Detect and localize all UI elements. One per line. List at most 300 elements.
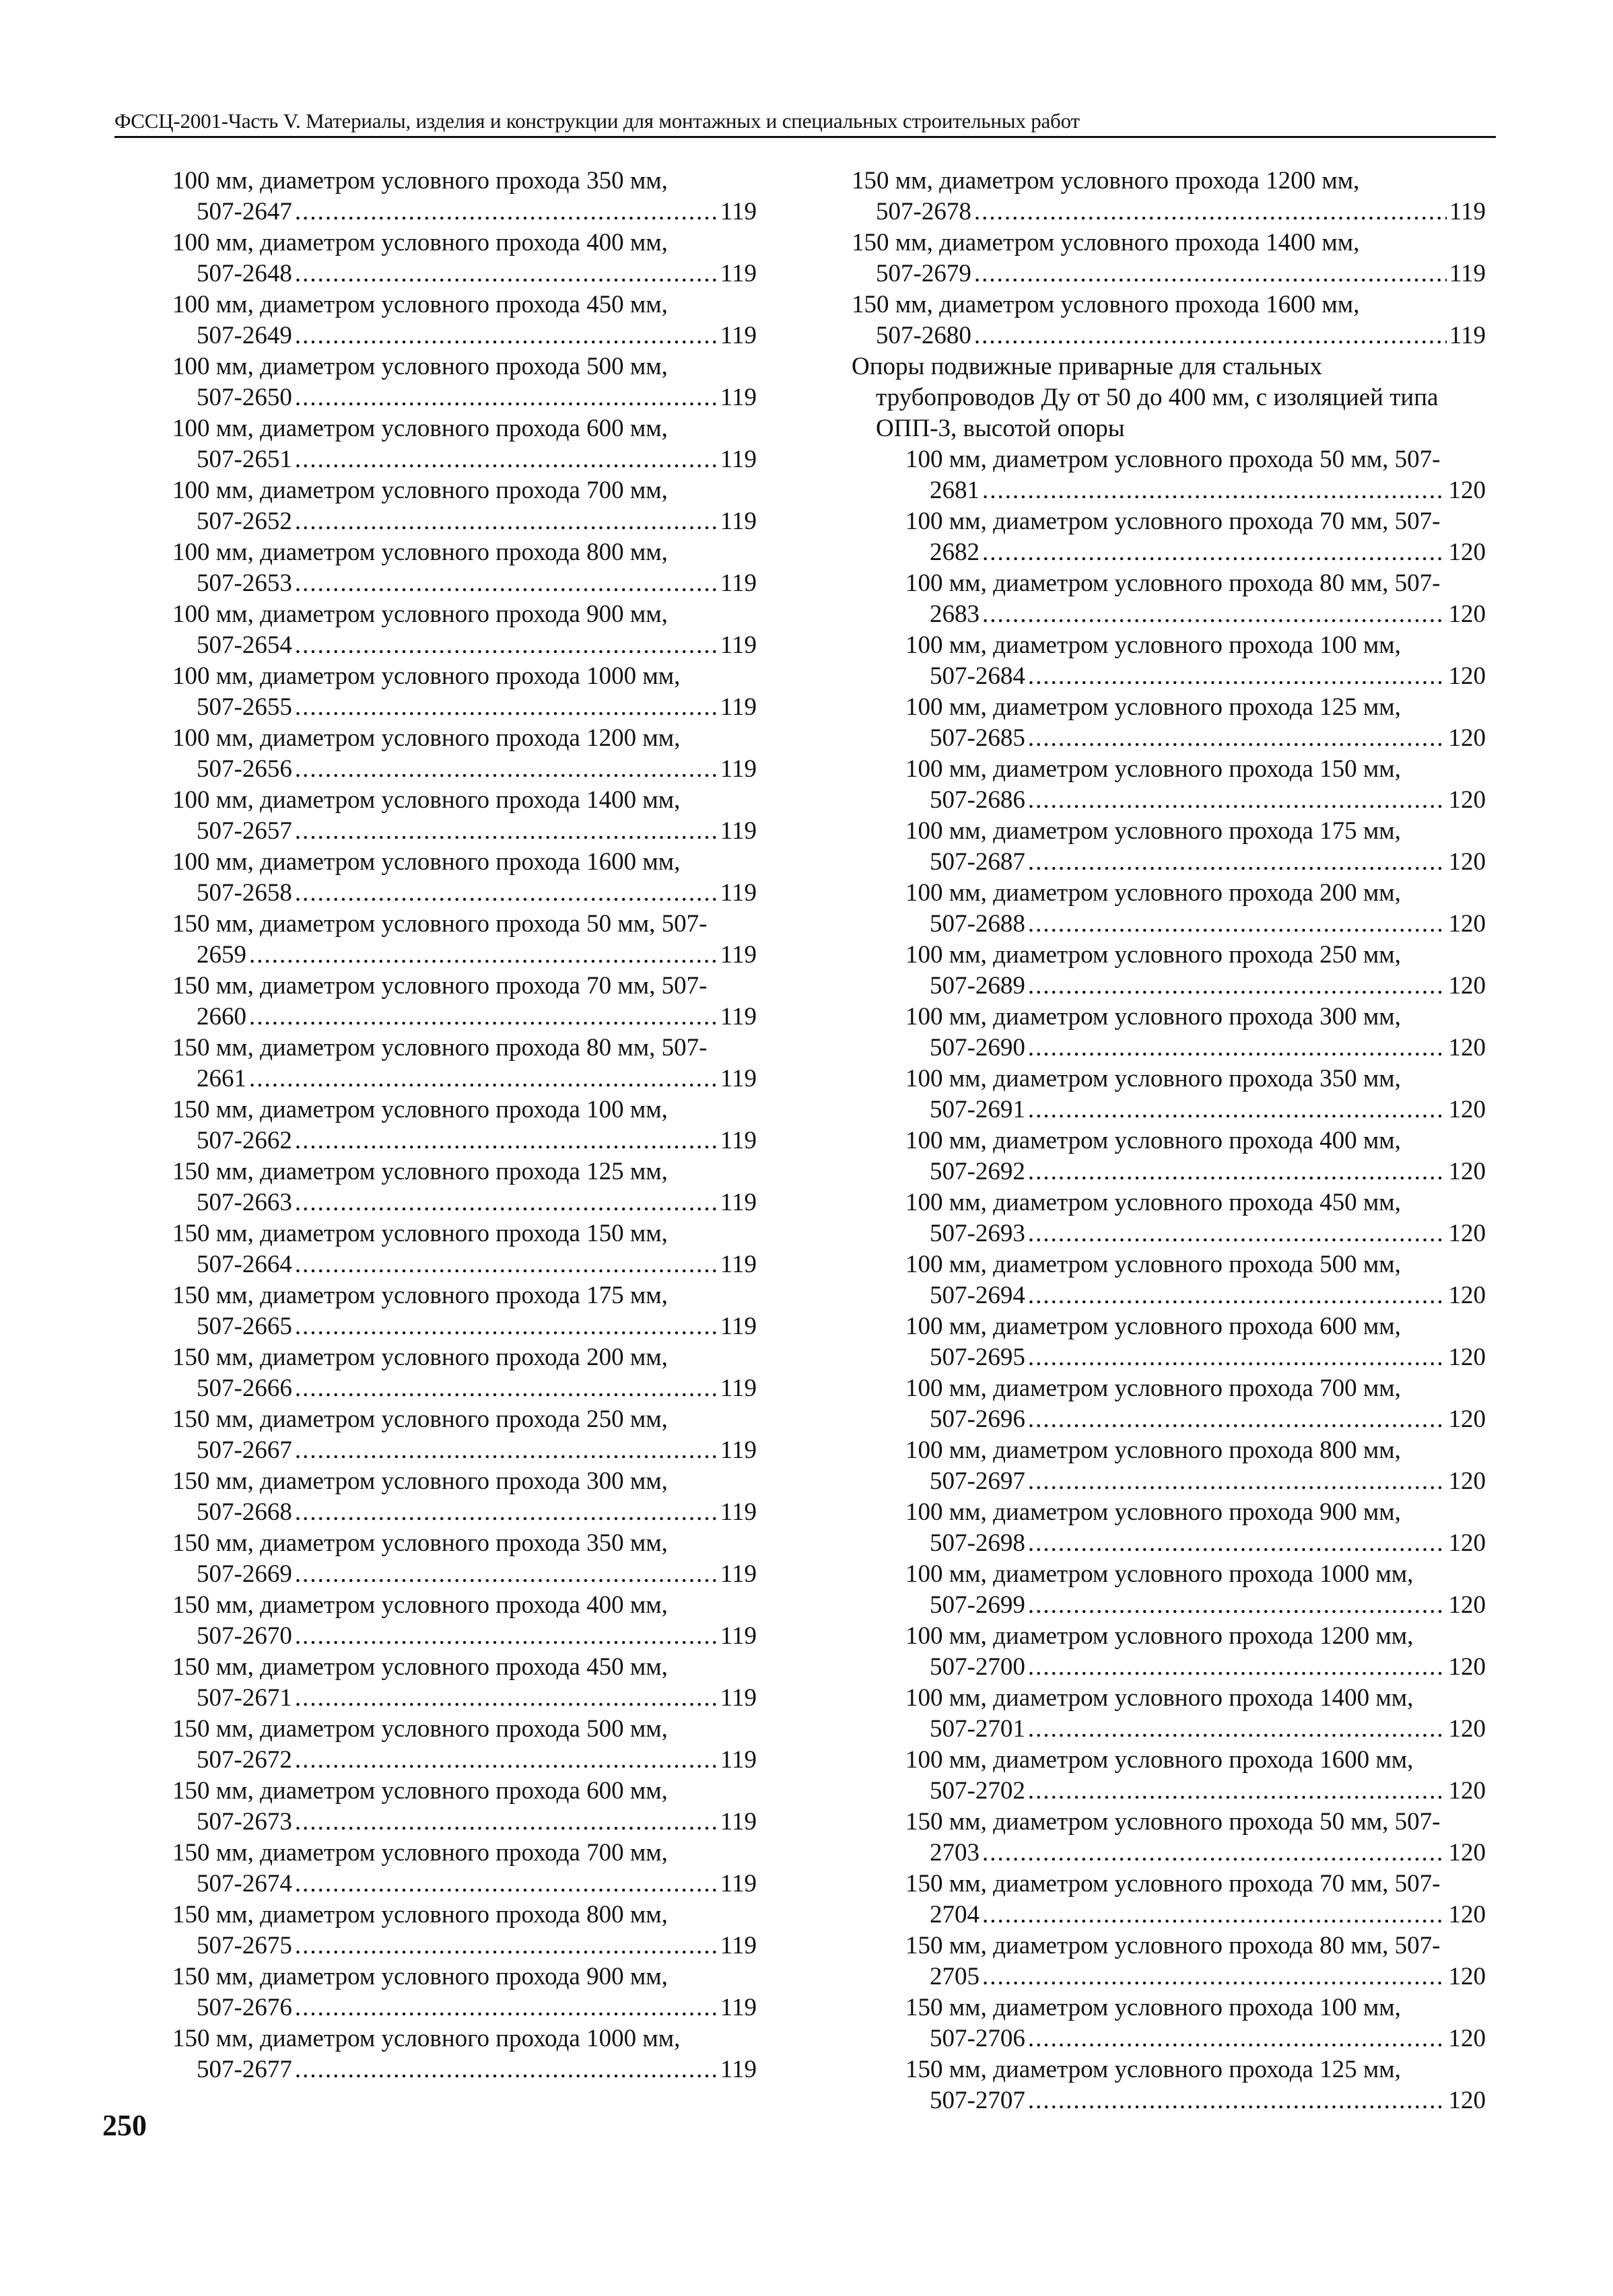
entry-reference-line [172,1992,757,2023]
index-entry [905,2054,1486,2116]
entry-page-number: 119 [720,1313,757,1340]
entry-page-number: 119 [720,1065,757,1092]
entry-description: 100 мм, диаметром условного прохода 350 мм, [905,1065,1401,1092]
dot-leader [974,197,1447,228]
entry-reference-line [172,506,757,537]
index-entry [172,599,757,661]
entry-reference-line [905,661,1486,692]
entry-reference-line [905,1652,1486,1683]
entry-code: 507-2657 [197,817,292,845]
entry-reference-line [852,197,1486,228]
entry-reference-line [172,1187,757,1218]
dot-leader [1028,785,1446,816]
entry-page-number: 120 [1448,1777,1486,1805]
entry-page-number: 120 [1448,2025,1486,2052]
entry-reference-line [172,1559,757,1590]
index-entry [172,1714,757,1776]
entry-reference-line [172,444,757,475]
entry-code: 507-2669 [197,1560,292,1588]
entry-reference-line [905,537,1486,568]
entry-page-number: 119 [1449,198,1486,225]
entry-code: 507-2664 [197,1251,292,1278]
entry-code: 507-2685 [930,724,1025,752]
dot-leader [295,878,718,909]
entry-code: 2704 [930,1901,980,1928]
index-entry [172,847,757,909]
entry-code: 507-2658 [197,879,292,907]
entry-description: 100 мм, диаметром условного прохода 900 мм, [905,1498,1401,1526]
entry-reference-line [905,1156,1486,1187]
entry-page-number: 120 [1448,1158,1486,1185]
entry-code: 507-2689 [930,972,1025,1000]
entry-code: 2705 [930,1963,980,1990]
entry-page-number: 120 [1448,538,1486,566]
entry-code: 507-2676 [197,1994,292,2021]
entry-description: 100 мм, диаметром условного прохода 1200 мм, [905,1622,1414,1650]
entry-description: 100 мм, диаметром условного прохода 400 мм, [172,229,668,256]
index-entry [172,1094,757,1156]
entry-reference-line [172,754,757,785]
entry-reference-line [172,630,757,661]
entry-reference-line [172,1745,757,1776]
dot-leader [295,1435,718,1466]
entry-reference-line [172,878,757,909]
index-entry [905,1125,1486,1187]
page-number: 250 [102,2109,147,2142]
entry-description: 100 мм, диаметром условного прохода 175 мм, [905,817,1401,845]
entry-reference-line [852,320,1486,351]
index-entry [905,506,1486,568]
entry-code: 507-2668 [197,1498,292,1526]
index-entry [172,1652,757,1714]
entry-code: 507-2656 [197,755,292,783]
dot-leader [1028,1714,1446,1745]
index-entry [172,1342,757,1404]
entry-page-number: 119 [720,1746,757,1774]
dot-leader [295,320,718,351]
entry-page-number: 119 [720,260,757,287]
entry-description: 100 мм, диаметром условного прохода 125 мм, [905,693,1401,721]
entry-description: 150 мм, диаметром условного прохода 250 мм, [172,1405,668,1433]
index-entry [172,723,757,785]
entry-code: 507-2700 [930,1653,1025,1681]
index-entry [172,413,757,475]
section-heading-line: трубопроводов Ду от 50 до 400 мм, с изоляцией типа [876,384,1439,411]
dot-leader [295,444,718,475]
entry-reference-line [172,1125,757,1156]
running-header: ФССЦ-2001-Часть V. Материалы, изделия и конструкции для монтажных и специальных строительных работ [114,108,1496,138]
entry-reference-line [905,475,1486,506]
index-entry [905,878,1486,940]
entry-code: 507-2667 [197,1436,292,1464]
entry-reference-line [172,1683,757,1714]
entry-reference-line [172,1064,757,1094]
entry-code: 507-2680 [876,322,971,349]
entry-page-number: 119 [720,1870,757,1898]
dot-leader [1028,1776,1446,1807]
dot-leader [295,1745,718,1776]
entry-reference-line [905,971,1486,1002]
entry-description: 100 мм, диаметром условного прохода 400 мм, [905,1127,1401,1154]
entry-code: 507-2707 [930,2087,1025,2114]
dot-leader [982,599,1446,630]
entry-description: 150 мм, диаметром условного прохода 1000 мм, [172,2025,681,2052]
entry-code: 507-2648 [197,260,292,287]
entry-page-number: 120 [1448,1963,1486,1990]
entry-description: 150 мм, диаметром условного прохода 50 мм, 507- [172,910,708,938]
index-entry [905,1930,1486,1992]
dot-leader [1028,909,1446,940]
entry-page-number: 119 [720,1375,757,1402]
entry-page-number: 119 [720,384,757,411]
entry-code: 507-2686 [930,786,1025,814]
entry-code: 2681 [930,477,980,504]
entry-description: 100 мм, диаметром условного прохода 1200 мм, [172,724,681,752]
entry-reference-line [905,1900,1486,1930]
entry-description: 100 мм, диаметром условного прохода 450 мм, [905,1189,1401,1216]
entry-page-number: 119 [720,446,757,473]
entry-description: 150 мм, диаметром условного прохода 125 мм, [905,2056,1401,2083]
entry-page-number: 119 [720,941,757,969]
entry-reference-line [905,1280,1486,1311]
dot-leader [982,1961,1446,1992]
entry-code: 507-2649 [197,322,292,349]
index-entry [905,444,1486,506]
entry-description: 100 мм, диаметром условного прохода 200 мм, [905,879,1401,907]
entry-reference-line [172,1002,757,1033]
entry-reference-line [172,816,757,847]
entry-page-number: 119 [1449,322,1486,349]
entry-page-number: 120 [1448,1467,1486,1495]
index-entry [905,1869,1486,1930]
index-entry [172,661,757,723]
dot-leader [1028,2085,1446,2116]
entry-description: 100 мм, диаметром условного прохода 100 мм, [905,631,1401,659]
entry-description: 100 мм, диаметром условного прохода 700 мм, [172,477,668,504]
entry-description: 100 мм, диаметром условного прохода 70 мм, 507- [905,508,1441,535]
entry-code: 507-2691 [930,1096,1025,1123]
entry-reference-line [172,197,757,228]
entry-code: 507-2697 [930,1467,1025,1495]
entry-reference-line [905,1466,1486,1497]
entry-page-number: 120 [1448,1220,1486,1247]
entry-description: 150 мм, диаметром условного прохода 1200 мм, [852,167,1360,195]
dot-leader [974,258,1447,289]
index-entry [852,228,1486,289]
index-entry [905,1992,1486,2054]
dot-leader [249,1064,718,1094]
index-entry [905,754,1486,816]
index-entry [905,940,1486,1002]
dot-leader [1028,661,1446,692]
dot-leader [974,320,1447,351]
entry-reference-line [905,785,1486,816]
entry-reference-line [905,2023,1486,2054]
entry-page-number: 119 [720,508,757,535]
entry-description: 150 мм, диаметром условного прохода 50 мм, 507- [905,1808,1441,1836]
entry-description: 100 мм, диаметром условного прохода 1400 мм, [905,1684,1414,1712]
entry-page-number: 119 [720,1622,757,1650]
index-entry [172,166,757,228]
dot-leader [295,1497,718,1528]
entry-page-number: 120 [1448,724,1486,752]
entry-page-number: 119 [720,755,757,783]
entry-page-number: 120 [1448,910,1486,938]
index-entry [172,537,757,599]
entry-page-number: 120 [1448,972,1486,1000]
index-entry [172,1033,757,1094]
index-entry [172,1590,757,1652]
index-entry [172,1218,757,1280]
entry-page-number: 120 [1448,1715,1486,1743]
entry-page-number: 120 [1448,1901,1486,1928]
index-column-left [172,166,757,2085]
entry-description: 150 мм, диаметром условного прохода 450 мм, [172,1653,668,1681]
index-entry [172,909,757,971]
dot-leader [249,940,718,971]
entry-description: 100 мм, диаметром условного прохода 50 мм, 507- [905,446,1441,473]
index-entry [905,816,1486,878]
entry-page-number: 119 [720,1808,757,1836]
entry-description: 100 мм, диаметром условного прохода 450 мм, [172,291,668,318]
index-entry [172,1838,757,1900]
dot-leader [1028,1590,1446,1621]
index-entry [905,1064,1486,1125]
entry-code: 2683 [930,600,980,628]
dot-leader [295,1311,718,1342]
entry-code: 507-2687 [930,848,1025,876]
dot-leader [1028,1094,1446,1125]
dot-leader [1028,1033,1446,1064]
entry-page-number: 119 [720,198,757,225]
dot-leader [1028,1342,1446,1373]
entry-description: 100 мм, диаметром условного прохода 1600 мм, [905,1746,1414,1774]
entry-description: 150 мм, диаметром условного прохода 100 мм, [905,1994,1401,2021]
section-heading-line: ОПП-3, высотой опоры [876,415,1125,442]
index-entry [172,2023,757,2085]
index-entry [905,630,1486,692]
entry-page-number: 119 [720,1684,757,1712]
entry-code: 507-2670 [197,1622,292,1650]
entry-description: 150 мм, диаметром условного прохода 700 мм, [172,1839,668,1867]
entry-reference-line [905,723,1486,754]
index-entry [172,289,757,351]
entry-page-number: 119 [720,1436,757,1464]
entry-reference-line [172,320,757,351]
entry-page-number: 120 [1448,1529,1486,1557]
dot-leader [1028,1218,1446,1249]
dot-leader [1028,1404,1446,1435]
dot-leader [295,568,718,599]
entry-code: 507-2651 [197,446,292,473]
entry-description: 150 мм, диаметром условного прохода 80 мм, 507- [905,1932,1441,1959]
entry-description: 100 мм, диаметром условного прохода 800 мм, [905,1436,1401,1464]
dot-leader [295,258,718,289]
entry-page-number: 119 [720,693,757,721]
entry-description: 100 мм, диаметром условного прохода 300 мм, [905,1003,1401,1031]
entry-description: 150 мм, диаметром условного прохода 300 мм, [172,1467,668,1495]
entry-description: 100 мм, диаметром условного прохода 1000 мм, [172,662,681,690]
entry-code: 507-2677 [197,2056,292,2083]
entry-page-number: 119 [720,1498,757,1526]
entry-code: 2660 [197,1003,246,1031]
entry-code: 507-2653 [197,569,292,597]
entry-description: 150 мм, диаметром условного прохода 600 мм, [172,1777,668,1805]
index-entry [172,1961,757,2023]
entry-description: 100 мм, диаметром условного прохода 600 мм, [905,1313,1401,1340]
entry-code: 507-2654 [197,631,292,659]
entry-page-number: 119 [720,2056,757,2083]
entry-reference-line [905,847,1486,878]
entry-reference-line [172,940,757,971]
entry-reference-line [172,1497,757,1528]
dot-leader [982,1838,1446,1869]
entry-reference-line [172,1869,757,1900]
dot-leader [295,1807,718,1838]
dot-leader [1028,847,1446,878]
entry-reference-line [905,1404,1486,1435]
entry-description: 100 мм, диаметром условного прохода 1400 мм, [172,786,681,814]
index-entry [172,1466,757,1528]
entry-code: 507-2666 [197,1375,292,1402]
dot-leader [295,1373,718,1404]
dot-leader [295,1559,718,1590]
dot-leader [1028,971,1446,1002]
index-entry [172,351,757,413]
dot-leader [295,382,718,413]
entry-page-number: 119 [720,817,757,845]
entry-description: 100 мм, диаметром условного прохода 500 мм, [905,1251,1401,1278]
dot-leader [295,1249,718,1280]
dot-leader [295,1683,718,1714]
index-entry [905,1497,1486,1559]
entry-reference-line [172,2054,757,2085]
dot-leader [295,1125,718,1156]
entry-description: 100 мм, диаметром условного прохода 900 мм, [172,600,668,628]
entry-reference-line [172,382,757,413]
dot-leader [295,197,718,228]
index-entry [905,692,1486,754]
dot-leader [982,537,1446,568]
dot-leader [295,1930,718,1961]
entry-description: 100 мм, диаметром условного прохода 80 мм, 507- [905,569,1441,597]
dot-leader [1028,1528,1446,1559]
entry-description: 150 мм, диаметром условного прохода 125 мм, [172,1158,668,1185]
dot-leader [295,1869,718,1900]
index-entry [905,1249,1486,1311]
entry-reference-line [905,1776,1486,1807]
index-entry [852,289,1486,351]
dot-leader [295,2054,718,2085]
entry-reference-line [905,1961,1486,1992]
dot-leader [982,1900,1446,1930]
entry-page-number: 120 [1448,1839,1486,1867]
index-entry [905,1373,1486,1435]
entry-reference-line [172,692,757,723]
dot-leader [295,1621,718,1652]
entry-description: 150 мм, диаметром условного прохода 200 мм, [172,1344,668,1371]
entry-code: 507-2675 [197,1932,292,1959]
entry-code: 507-2673 [197,1808,292,1836]
entry-reference-line [172,1435,757,1466]
entry-code: 507-2663 [197,1189,292,1216]
entry-reference-line [172,258,757,289]
dot-leader [1028,1652,1446,1683]
entry-description: 150 мм, диаметром условного прохода 1600 мм, [852,291,1360,318]
entry-page-number: 120 [1448,662,1486,690]
entry-reference-line [905,1094,1486,1125]
entry-page-number: 119 [720,1127,757,1154]
index-entry [905,1621,1486,1683]
dot-leader [295,1187,718,1218]
dot-leader [295,754,718,785]
entry-code: 507-2652 [197,508,292,535]
entry-reference-line [905,1342,1486,1373]
entry-description: 150 мм, диаметром условного прохода 70 мм, 507- [172,972,708,1000]
dot-leader [1028,1156,1446,1187]
entry-code: 507-2679 [876,260,971,287]
index-entry [905,1002,1486,1064]
entry-reference-line [172,1621,757,1652]
entry-code: 507-2662 [197,1127,292,1154]
entry-reference-line [172,1807,757,1838]
entry-code: 507-2698 [930,1529,1025,1557]
entry-page-number: 120 [1448,1282,1486,1309]
entry-page-number: 120 [1448,477,1486,504]
entry-description: 100 мм, диаметром условного прохода 250 мм, [905,941,1401,969]
index-entry [905,1435,1486,1497]
index-entry [905,1187,1486,1249]
entry-code: 507-2674 [197,1870,292,1898]
entry-reference-line [905,1218,1486,1249]
index-entry [172,785,757,847]
entry-reference-line [172,1249,757,1280]
entry-page-number: 120 [1448,1653,1486,1681]
entry-description: 100 мм, диаметром условного прохода 800 мм, [172,538,668,566]
entry-code: 2703 [930,1839,980,1867]
entry-reference-line [172,1930,757,1961]
dot-leader [295,506,718,537]
entry-description: 100 мм, диаметром условного прохода 1600 мм, [172,848,681,876]
entry-code: 507-2706 [930,2025,1025,2052]
entry-description: 150 мм, диаметром условного прохода 350 мм, [172,1529,668,1557]
entry-code: 507-2699 [930,1591,1025,1619]
entry-code: 507-2678 [876,198,971,225]
index-entry [172,228,757,289]
entry-description: 150 мм, диаметром условного прохода 150 мм, [172,1220,668,1247]
entry-page-number: 119 [720,322,757,349]
entry-page-number: 120 [1448,1591,1486,1619]
entry-reference-line [172,568,757,599]
entry-code: 507-2688 [930,910,1025,938]
entry-code: 507-2672 [197,1746,292,1774]
entry-page-number: 120 [1448,1344,1486,1371]
entry-description: 100 мм, диаметром условного прохода 600 мм, [172,415,668,442]
index-entry [905,1807,1486,1869]
section-heading-line: Опоры подвижные приварные для стальных [852,353,1323,380]
dot-leader [1028,1280,1446,1311]
index-entry [905,568,1486,630]
index-entry [172,1404,757,1466]
entry-code: 2659 [197,941,246,969]
dot-leader [1028,723,1446,754]
entry-description: 150 мм, диаметром условного прохода 70 мм, 507- [905,1870,1441,1898]
entry-page-number: 120 [1448,1034,1486,1062]
entry-description: 100 мм, диаметром условного прохода 500 мм, [172,353,668,380]
entry-code: 2661 [197,1065,246,1092]
entry-code: 507-2702 [930,1777,1025,1805]
index-entry [172,1156,757,1218]
